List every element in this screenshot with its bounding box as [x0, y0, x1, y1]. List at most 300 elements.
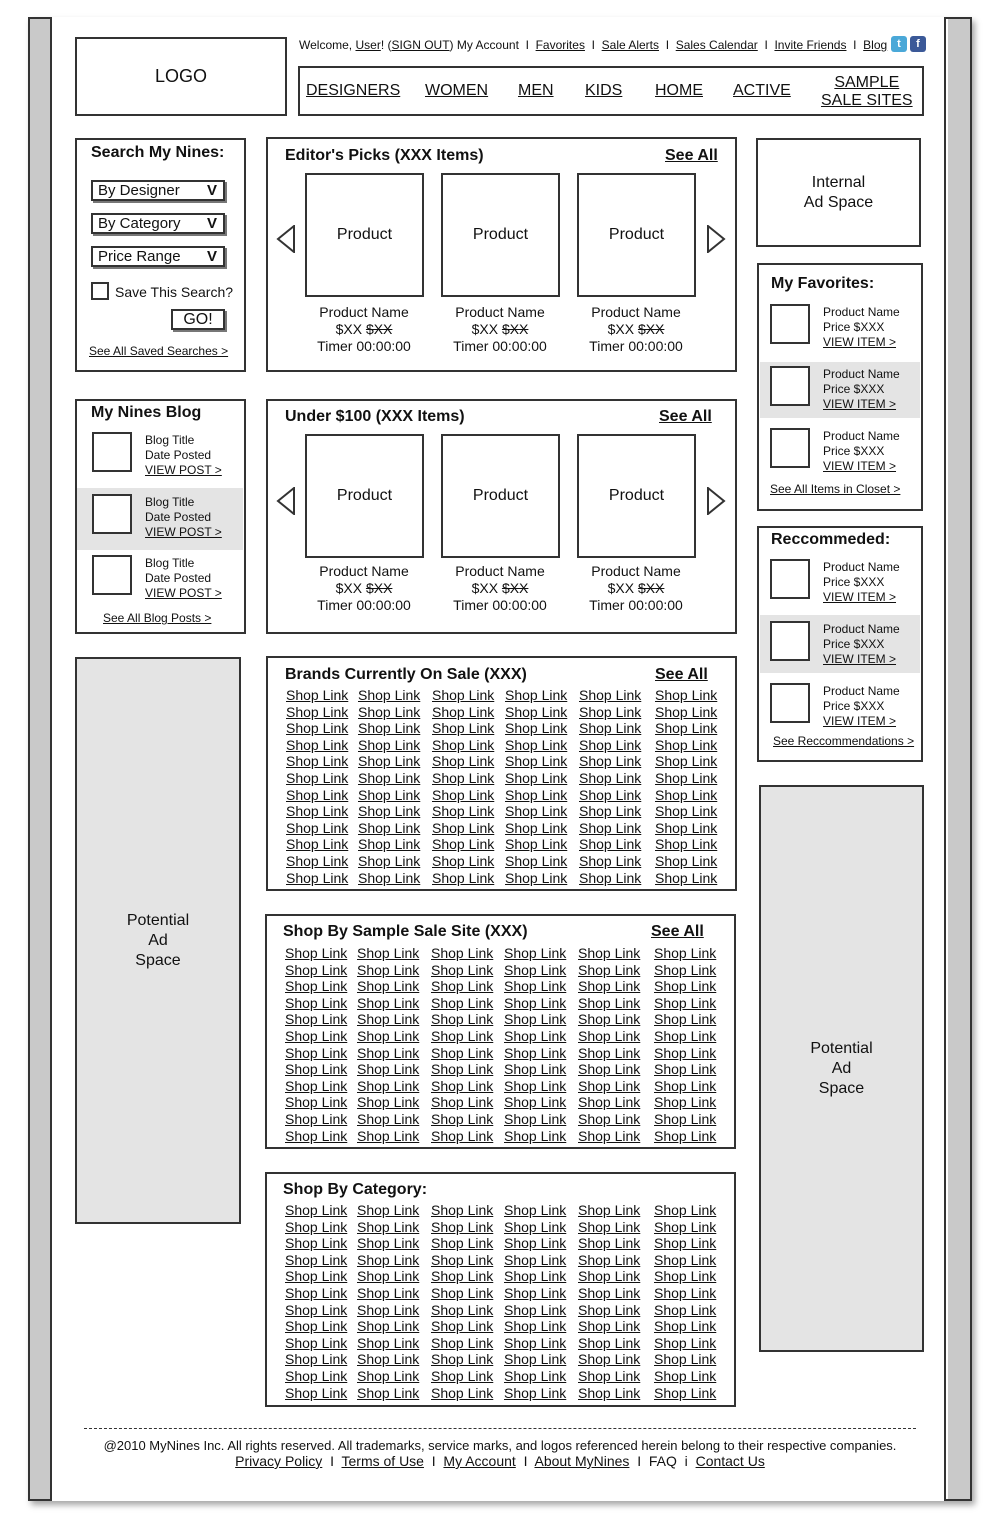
shop-link[interactable]: Shop Link	[286, 753, 349, 770]
shop-link[interactable]: Shop Link	[285, 1318, 348, 1335]
account-bar: Welcome, User! (SIGN OUT) My Account I Favorites I Sale Alerts I Sales Calendar I Invite Friends I Blog	[299, 38, 888, 52]
view-item-link[interactable]: VIEW ITEM >	[823, 652, 897, 666]
product-timer: Timer 00:00:00	[453, 338, 547, 354]
shop-link[interactable]: Shop Link	[655, 869, 718, 886]
shop-link[interactable]: Shop Link	[285, 1235, 348, 1252]
shop-link[interactable]: Shop Link	[285, 1268, 348, 1285]
shop-link[interactable]: Shop Link	[654, 1202, 717, 1218]
shop-link[interactable]: Shop Link	[285, 1384, 348, 1401]
product-name[interactable]: Product Name	[591, 563, 681, 579]
shop-link[interactable]: Shop Link	[285, 1334, 348, 1351]
shop-link[interactable]: Shop Link	[505, 687, 568, 703]
shop-link[interactable]: Shop Link	[504, 1110, 567, 1127]
shop-link[interactable]: Shop Link	[579, 703, 642, 720]
shop-link[interactable]: Shop Link	[431, 1318, 494, 1335]
shop-link[interactable]: Shop Link	[286, 736, 349, 753]
view-item-link[interactable]: VIEW ITEM >	[823, 397, 897, 411]
shop-link[interactable]: Shop Link	[654, 1367, 717, 1384]
shop-link[interactable]: Shop Link	[357, 1011, 420, 1028]
shop-link[interactable]: Shop Link	[504, 1367, 567, 1384]
shop-link[interactable]: Shop Link	[579, 753, 642, 770]
shop-link[interactable]: Shop Link	[504, 1284, 567, 1301]
shop-link[interactable]: Shop Link	[285, 1251, 348, 1268]
product-thumbnail[interactable]	[577, 173, 696, 297]
facebook-icon[interactable]	[910, 36, 926, 52]
shop-link[interactable]: Shop Link	[504, 1334, 567, 1351]
shop-link[interactable]: Shop Link	[654, 961, 717, 978]
shop-link[interactable]: Shop Link	[286, 703, 349, 720]
view-item-link[interactable]: VIEW ITEM >	[823, 459, 897, 473]
shop-link[interactable]: Shop Link	[432, 869, 495, 886]
item-thumbnail[interactable]	[770, 366, 810, 406]
shop-link[interactable]: Shop Link	[431, 1367, 494, 1384]
shop-link[interactable]: Shop Link	[578, 1301, 641, 1318]
shop-link[interactable]: Shop Link	[655, 687, 718, 703]
shop-link[interactable]: Shop Link	[654, 1027, 717, 1044]
footer-my-account-link[interactable]: My Account	[443, 1453, 516, 1469]
shop-link[interactable]: Shop Link	[505, 786, 568, 803]
under-see-all-link[interactable]: See All	[659, 408, 712, 425]
shop-link[interactable]: Shop Link	[578, 1384, 641, 1401]
shop-link[interactable]: Shop Link	[286, 803, 349, 820]
shop-link[interactable]: Shop Link	[432, 852, 495, 869]
shop-link[interactable]: Shop Link	[431, 1334, 494, 1351]
shop-link[interactable]: Shop Link	[285, 978, 348, 995]
shop-link[interactable]: Shop Link	[286, 786, 349, 803]
nav-men[interactable]: MEN	[518, 82, 554, 99]
shop-link[interactable]: Shop Link	[578, 1202, 641, 1218]
shop-link[interactable]: Shop Link	[357, 1268, 420, 1285]
shop-link[interactable]: Shop Link	[579, 687, 642, 703]
shop-link[interactable]: Shop Link	[654, 1301, 717, 1318]
shop-link[interactable]: Shop Link	[286, 720, 349, 737]
shop-link[interactable]: Shop Link	[357, 1218, 420, 1235]
shop-link[interactable]: Shop Link	[504, 945, 567, 961]
shop-link[interactable]: Shop Link	[505, 736, 568, 753]
about-mynines-link[interactable]: About MyNines	[534, 1453, 630, 1469]
shop-link[interactable]: Shop Link	[431, 1077, 494, 1094]
saved-searches-link[interactable]: See All Saved Searches >	[89, 344, 229, 358]
shop-link[interactable]: Shop Link	[285, 1301, 348, 1318]
shop-link[interactable]: Shop Link	[285, 1367, 348, 1384]
shop-link[interactable]: Shop Link	[358, 703, 421, 720]
shop-link[interactable]: Shop Link	[578, 1284, 641, 1301]
shop-link[interactable]: Shop Link	[432, 786, 495, 803]
shop-link[interactable]: Shop Link	[579, 769, 642, 786]
shop-link[interactable]: Shop Link	[505, 769, 568, 786]
shop-link[interactable]: Shop Link	[357, 945, 420, 961]
shop-link[interactable]: Shop Link	[286, 836, 349, 853]
shop-link[interactable]: Shop Link	[286, 687, 349, 703]
brands-see-all-link[interactable]: See All	[655, 666, 708, 683]
shop-link[interactable]: Shop Link	[654, 1384, 717, 1401]
editors-see-all-link[interactable]: See All	[665, 147, 718, 164]
shop-link[interactable]: Shop Link	[357, 1384, 420, 1401]
shop-link[interactable]: Shop Link	[357, 1202, 420, 1218]
shop-link[interactable]: Shop Link	[286, 819, 349, 836]
shop-link[interactable]: Shop Link	[504, 1077, 567, 1094]
shop-link[interactable]: Shop Link	[505, 720, 568, 737]
twitter-icon[interactable]	[891, 36, 907, 52]
shop-link[interactable]: Shop Link	[654, 1094, 717, 1111]
shop-link[interactable]: Shop Link	[578, 1110, 641, 1127]
shop-link[interactable]: Shop Link	[504, 994, 567, 1011]
shop-link[interactable]: Shop Link	[655, 786, 718, 803]
view-post-link[interactable]: VIEW POST >	[145, 525, 222, 539]
sales-calendar-link[interactable]: Sales Calendar	[675, 38, 758, 52]
item-thumbnail[interactable]	[770, 683, 810, 723]
shop-link[interactable]: Shop Link	[358, 687, 421, 703]
shop-link[interactable]: Shop Link	[358, 803, 421, 820]
privacy-policy-link[interactable]: Privacy Policy	[235, 1453, 323, 1469]
product-thumbnail[interactable]	[441, 173, 560, 297]
nav-sample-sale-sites[interactable]	[821, 74, 913, 110]
shop-link[interactable]: Shop Link	[285, 1027, 348, 1044]
shop-link[interactable]: Shop Link	[285, 945, 348, 961]
shop-link[interactable]: Shop Link	[578, 1077, 641, 1094]
shop-link[interactable]: Shop Link	[431, 1027, 494, 1044]
shop-link[interactable]: Shop Link	[286, 769, 349, 786]
shop-link[interactable]: Shop Link	[654, 1011, 717, 1028]
product-name[interactable]: Product Name	[319, 304, 409, 320]
shop-link[interactable]: Shop Link	[431, 961, 494, 978]
shop-link[interactable]: Shop Link	[504, 961, 567, 978]
shop-link[interactable]: Shop Link	[432, 803, 495, 820]
shop-link[interactable]: Shop Link	[578, 1061, 641, 1078]
shop-link[interactable]: Shop Link	[504, 1202, 567, 1218]
shop-link[interactable]: Shop Link	[431, 1251, 494, 1268]
shop-link[interactable]: Shop Link	[579, 803, 642, 820]
go-button[interactable]	[171, 309, 225, 330]
blog-title: My Nines Blog	[91, 404, 202, 421]
shop-link[interactable]: Shop Link	[654, 1110, 717, 1127]
shop-link[interactable]: Shop Link	[579, 869, 642, 886]
shop-link[interactable]: Shop Link	[286, 852, 349, 869]
shop-link[interactable]: Shop Link	[655, 803, 718, 820]
view-item-link[interactable]: VIEW ITEM >	[823, 714, 897, 728]
shop-link[interactable]: Shop Link	[431, 1127, 494, 1144]
shop-link[interactable]: Shop Link	[431, 1202, 494, 1218]
shop-link[interactable]: Shop Link	[358, 753, 421, 770]
shop-link[interactable]: Shop Link	[578, 1268, 641, 1285]
shop-link[interactable]: Shop Link	[358, 836, 421, 853]
item-thumbnail[interactable]	[770, 621, 810, 661]
blog-link[interactable]: Blog	[863, 38, 888, 52]
shop-link[interactable]: Shop Link	[285, 1218, 348, 1235]
faq-link[interactable]: FAQ	[648, 1453, 677, 1469]
shop-link[interactable]: Shop Link	[654, 1127, 717, 1144]
shop-link[interactable]: Shop Link	[357, 1061, 420, 1078]
shop-link[interactable]: Shop Link	[655, 736, 718, 753]
see-all-blog-link[interactable]: See All Blog Posts >	[103, 611, 212, 625]
shop-link[interactable]: Shop Link	[579, 736, 642, 753]
shop-link[interactable]: Shop Link	[358, 869, 421, 886]
shop-link[interactable]: Shop Link	[579, 819, 642, 836]
product-name[interactable]: Product Name	[319, 563, 409, 579]
shop-link[interactable]: Shop Link	[654, 1061, 717, 1078]
shop-link[interactable]: Shop Link	[504, 1044, 567, 1061]
shop-link[interactable]: Shop Link	[285, 1061, 348, 1078]
shop-link[interactable]: Shop Link	[578, 1044, 641, 1061]
view-item-link[interactable]: VIEW ITEM >	[823, 335, 897, 349]
shop-link[interactable]: Shop Link	[358, 720, 421, 737]
shop-link[interactable]: Shop Link	[505, 753, 568, 770]
shop-link[interactable]: Shop Link	[504, 1218, 567, 1235]
shop-link[interactable]: Shop Link	[431, 1011, 494, 1028]
shop-link[interactable]: Shop Link	[578, 1094, 641, 1111]
view-post-link[interactable]: VIEW POST >	[145, 463, 222, 477]
nav-women[interactable]: WOMEN	[425, 82, 489, 99]
shop-link[interactable]: Shop Link	[504, 978, 567, 995]
shop-link[interactable]: Shop Link	[655, 819, 718, 836]
shop-link[interactable]: Shop Link	[655, 703, 718, 720]
shop-link[interactable]: Shop Link	[358, 786, 421, 803]
shop-link[interactable]: Shop Link	[655, 836, 718, 853]
blog-thumbnail[interactable]	[92, 555, 132, 595]
shop-link[interactable]: Shop Link	[654, 1268, 717, 1285]
contact-us-link[interactable]: Contact Us	[695, 1453, 765, 1469]
shop-link[interactable]: Shop Link	[285, 994, 348, 1011]
shop-link[interactable]: Shop Link	[432, 769, 495, 786]
shop-link[interactable]: Shop Link	[285, 1011, 348, 1028]
view-post-link[interactable]: VIEW POST >	[145, 586, 222, 600]
shop-link[interactable]: Shop Link	[505, 703, 568, 720]
search-title: Search My Nines:	[91, 144, 225, 161]
sale-alerts-link[interactable]: Sale Alerts	[601, 38, 660, 52]
product-thumbnail[interactable]	[441, 434, 560, 558]
nav-designers[interactable]: DESIGNERS	[306, 82, 401, 99]
shop-link[interactable]: Shop Link	[357, 1077, 420, 1094]
item-info	[823, 305, 900, 350]
shop-link[interactable]: Shop Link	[504, 1351, 567, 1368]
shop-link[interactable]: Shop Link	[432, 687, 495, 703]
shop-link[interactable]: Shop Link	[431, 994, 494, 1011]
shop-link[interactable]: Shop Link	[431, 1110, 494, 1127]
shop-link[interactable]: Shop Link	[504, 1384, 567, 1401]
invite-friends-link[interactable]: Invite Friends	[774, 38, 847, 52]
shop-link[interactable]: Shop Link	[504, 1061, 567, 1078]
shop-link[interactable]: Shop Link	[654, 1077, 717, 1094]
shop-link[interactable]: Shop Link	[654, 1334, 717, 1351]
shop-link[interactable]: Shop Link	[358, 852, 421, 869]
shop-link[interactable]: Shop Link	[654, 1284, 717, 1301]
favorites-link[interactable]: Favorites	[535, 38, 585, 52]
shop-link[interactable]: Shop Link	[655, 753, 718, 770]
shop-link[interactable]: Shop Link	[431, 1384, 494, 1401]
shop-link[interactable]: Shop Link	[504, 1268, 567, 1285]
shop-link[interactable]: Shop Link	[654, 1044, 717, 1061]
shop-link[interactable]: Shop Link	[578, 961, 641, 978]
shop-link[interactable]: Shop Link	[357, 1235, 420, 1252]
blog-thumbnail[interactable]	[92, 494, 132, 534]
shop-link[interactable]: Shop Link	[357, 1301, 420, 1318]
shop-link[interactable]: Shop Link	[431, 1351, 494, 1368]
item-price: Price $XXX	[823, 444, 885, 458]
shop-link[interactable]: Shop Link	[654, 1235, 717, 1252]
shop-link[interactable]: Shop Link	[504, 1251, 567, 1268]
shop-link[interactable]: Shop Link	[578, 1334, 641, 1351]
shop-link[interactable]: Shop Link	[578, 1011, 641, 1028]
nav-home[interactable]: HOME	[655, 82, 703, 99]
shop-link[interactable]: Shop Link	[357, 1251, 420, 1268]
shop-link[interactable]: Shop Link	[578, 978, 641, 995]
shop-link[interactable]: Shop Link	[578, 1235, 641, 1252]
shop-link[interactable]: Shop Link	[432, 720, 495, 737]
shop-link[interactable]: Shop Link	[357, 1044, 420, 1061]
shop-link[interactable]: Shop Link	[504, 1301, 567, 1318]
product-name[interactable]: Product Name	[591, 304, 681, 320]
shop-link[interactable]: Shop Link	[505, 819, 568, 836]
shop-link[interactable]: Shop Link	[504, 1235, 567, 1252]
user-link[interactable]: User	[355, 38, 381, 52]
shop-link[interactable]: Shop Link	[431, 1094, 494, 1111]
shop-link[interactable]: Shop Link	[357, 1367, 420, 1384]
nav-kids[interactable]: KIDS	[585, 82, 623, 99]
shop-link[interactable]: Shop Link	[357, 961, 420, 978]
shop-link[interactable]: Shop Link	[504, 1027, 567, 1044]
shop-link[interactable]: Shop Link	[432, 836, 495, 853]
shop-link[interactable]: Shop Link	[579, 852, 642, 869]
shop-link[interactable]: Shop Link	[505, 852, 568, 869]
blog-thumbnail[interactable]	[92, 432, 132, 472]
shop-link[interactable]: Shop Link	[431, 1284, 494, 1301]
carousel-right-arrow-icon[interactable]	[706, 487, 726, 515]
shop-link[interactable]: Shop Link	[655, 720, 718, 737]
shop-link[interactable]: Shop Link	[655, 852, 718, 869]
shop-link[interactable]: Shop Link	[578, 1318, 641, 1335]
shop-link[interactable]: Shop Link	[655, 769, 718, 786]
save-search-checkbox[interactable]	[91, 282, 109, 300]
shop-link[interactable]: Shop Link	[431, 1218, 494, 1235]
shop-link[interactable]: Shop Link	[285, 1044, 348, 1061]
shop-link[interactable]: Shop Link	[431, 1268, 494, 1285]
shop-link[interactable]: Shop Link	[654, 994, 717, 1011]
carousel-right-arrow-icon[interactable]	[706, 225, 726, 253]
shop-link[interactable]: Shop Link	[579, 836, 642, 853]
item-thumbnail[interactable]	[770, 428, 810, 468]
twitter-glyph: t	[897, 38, 901, 50]
product-name[interactable]: Product Name	[455, 304, 545, 320]
shop-link[interactable]: Shop Link	[357, 1110, 420, 1127]
shop-link[interactable]: Shop Link	[505, 869, 568, 886]
view-item-link[interactable]: VIEW ITEM >	[823, 590, 897, 604]
logo[interactable]	[75, 37, 287, 116]
shop-link[interactable]: Shop Link	[357, 1351, 420, 1368]
product-thumbnail[interactable]	[305, 434, 424, 558]
shop-link[interactable]: Shop Link	[504, 1127, 567, 1144]
my-account-text[interactable]: My Account	[456, 38, 519, 52]
shop-link[interactable]: Shop Link	[358, 769, 421, 786]
shop-link[interactable]: Shop Link	[431, 1044, 494, 1061]
nav-sample-line1: SAMPLE	[834, 74, 900, 91]
nav-active[interactable]: ACTIVE	[733, 82, 791, 99]
shop-link[interactable]: Shop Link	[285, 1127, 348, 1144]
shop-link[interactable]: Shop Link	[578, 1251, 641, 1268]
see-all-closet-link[interactable]: See All Items in Closet >	[770, 482, 901, 496]
shop-link[interactable]: Shop Link	[357, 1094, 420, 1111]
shop-link[interactable]: Shop Link	[285, 961, 348, 978]
shop-link[interactable]: Shop Link	[654, 1351, 717, 1368]
product-thumbnail[interactable]	[577, 434, 696, 558]
shop-link[interactable]: Shop Link	[285, 1202, 348, 1218]
shop-link[interactable]: Shop Link	[285, 1110, 348, 1127]
separator: i	[684, 1453, 688, 1469]
shop-link[interactable]: Shop Link	[358, 736, 421, 753]
carousel-left-arrow-icon[interactable]	[276, 487, 296, 515]
shop-link[interactable]: Shop Link	[654, 1318, 717, 1335]
terms-of-use-link[interactable]: Terms of Use	[341, 1453, 424, 1469]
item-name: Product Name	[823, 622, 900, 636]
shop-link[interactable]: Shop Link	[504, 1094, 567, 1111]
shop-link[interactable]: Shop Link	[357, 994, 420, 1011]
product-thumbnail[interactable]	[305, 173, 424, 297]
shop-link[interactable]: Shop Link	[578, 945, 641, 961]
nav-sample-line2: SALE SITES	[821, 92, 913, 109]
shop-link[interactable]: Shop Link	[357, 1027, 420, 1044]
shop-link[interactable]: Shop Link	[654, 945, 717, 961]
shop-link[interactable]: Shop Link	[285, 1351, 348, 1368]
product-name[interactable]: Product Name	[455, 563, 545, 579]
shop-link[interactable]: Shop Link	[431, 945, 494, 961]
shop-link[interactable]: Shop Link	[432, 703, 495, 720]
shop-link[interactable]: Shop Link	[357, 1127, 420, 1144]
shop-link[interactable]: Shop Link	[578, 1027, 641, 1044]
shop-link[interactable]: Shop Link	[578, 1218, 641, 1235]
shop-link[interactable]: Shop Link	[578, 1351, 641, 1368]
shop-link[interactable]: Shop Link	[285, 1077, 348, 1094]
see-recommendations-link[interactable]: See Reccommendations >	[773, 734, 915, 748]
blog-post-title: Blog Title	[145, 433, 195, 447]
designer-select[interactable]	[91, 180, 225, 201]
welcome-text: Welcome,	[299, 38, 353, 52]
item-thumbnail[interactable]	[770, 559, 810, 599]
shop-link[interactable]: Shop Link	[504, 1011, 567, 1028]
shop-link[interactable]: Shop Link	[357, 1284, 420, 1301]
shop-link[interactable]: Shop Link	[654, 978, 717, 995]
shop-link[interactable]: Shop Link	[357, 1318, 420, 1335]
shop-link[interactable]: Shop Link	[432, 819, 495, 836]
shop-link[interactable]: Shop Link	[285, 1284, 348, 1301]
shop-link[interactable]: Shop Link	[505, 836, 568, 853]
category-select[interactable]	[91, 213, 225, 234]
sign-out-link[interactable]: SIGN OUT	[391, 38, 450, 52]
shop-link[interactable]: Shop Link	[578, 1367, 641, 1384]
shop-link[interactable]: Shop Link	[579, 786, 642, 803]
shop-link[interactable]: Shop Link	[286, 869, 349, 886]
shop-link[interactable]: Shop Link	[431, 1061, 494, 1078]
shop-link[interactable]: Shop Link	[431, 1301, 494, 1318]
shop-link[interactable]: Shop Link	[654, 1251, 717, 1268]
item-thumbnail[interactable]	[770, 304, 810, 344]
shop-link[interactable]: Shop Link	[285, 1094, 348, 1111]
shop-link[interactable]: Shop Link	[431, 1235, 494, 1252]
shop-link[interactable]: Shop Link	[504, 1318, 567, 1335]
shop-link[interactable]: Shop Link	[357, 978, 420, 995]
shop-link[interactable]: Shop Link	[654, 1218, 717, 1235]
shop-link[interactable]: Shop Link	[579, 720, 642, 737]
shop-link[interactable]: Shop Link	[432, 753, 495, 770]
shop-link[interactable]: Shop Link	[431, 978, 494, 995]
price-select[interactable]	[91, 246, 225, 267]
shop-link[interactable]: Shop Link	[578, 1127, 641, 1144]
carousel-left-arrow-icon[interactable]	[276, 225, 296, 253]
shop-link[interactable]: Shop Link	[358, 819, 421, 836]
shop-link[interactable]: Shop Link	[505, 803, 568, 820]
shop-link[interactable]: Shop Link	[357, 1334, 420, 1351]
sample-sites-see-all-link[interactable]: See All	[651, 923, 704, 940]
shop-link[interactable]: Shop Link	[432, 736, 495, 753]
shop-link[interactable]: Shop Link	[578, 994, 641, 1011]
